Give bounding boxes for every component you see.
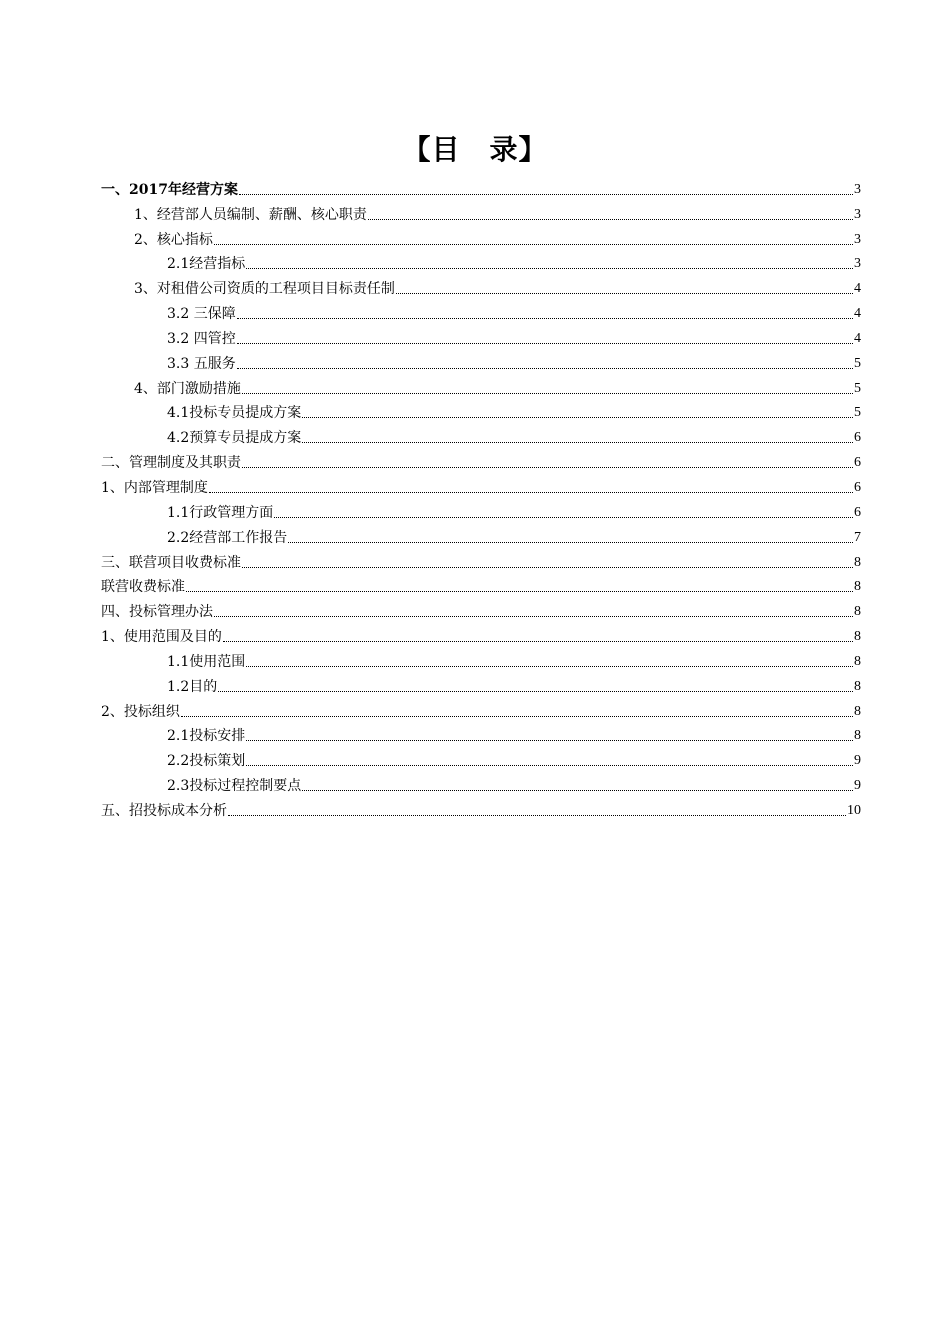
toc-page-number: 10 — [847, 802, 861, 818]
toc-entry[interactable] — [101, 175, 861, 200]
toc-entry-text: 1、使用范围及目的 — [101, 629, 222, 646]
toc-dot-leader — [396, 292, 853, 294]
toc-entry[interactable] — [101, 548, 861, 573]
toc-page-number: 8 — [854, 554, 861, 570]
toc-entry[interactable] — [101, 448, 861, 473]
toc-entry[interactable] — [101, 274, 861, 299]
toc-entry[interactable] — [101, 250, 861, 275]
toc-page-number: 6 — [854, 430, 861, 446]
toc-entry[interactable] — [101, 324, 861, 349]
toc-page-number: 4 — [854, 330, 861, 346]
toc-entry-text: 2.2经营部工作报告 — [167, 529, 288, 546]
toc-page-number: 8 — [854, 604, 861, 620]
toc-entry-text: 2.1投标安排 — [167, 728, 246, 745]
toc-entry-text: 1、内部管理制度 — [101, 479, 208, 496]
toc-dot-leader — [288, 541, 853, 543]
toc-page-number: 5 — [854, 355, 861, 371]
toc-dot-leader — [237, 317, 853, 319]
toc-entry[interactable] — [101, 796, 861, 821]
toc-page-number: 5 — [854, 405, 861, 421]
toc-dot-leader — [246, 665, 853, 667]
toc-entry-text: 3.2 四管控 — [167, 330, 236, 347]
toc-entry[interactable] — [101, 573, 861, 598]
toc-dot-leader — [246, 739, 853, 741]
toc-title: 【目 录】 — [402, 133, 548, 166]
toc-dot-leader — [237, 367, 853, 369]
toc-entry-text: 1、经营部人员编制、薪酬、核心职责 — [134, 206, 367, 223]
toc-dot-leader — [239, 193, 853, 195]
toc-dot-leader — [181, 715, 853, 717]
toc-entry[interactable] — [101, 722, 861, 747]
toc-dot-leader — [242, 392, 853, 394]
toc-entry[interactable] — [101, 647, 861, 672]
toc-entry-text: 4.2预算专员提成方案 — [167, 430, 302, 447]
toc-entry[interactable] — [101, 399, 861, 424]
toc-entry[interactable] — [101, 597, 861, 622]
toc-entry-text: 联营收费标准 — [101, 579, 185, 596]
toc-dot-leader — [246, 267, 853, 269]
toc-entry[interactable] — [101, 498, 861, 523]
toc-list — [101, 175, 861, 821]
toc-dot-leader — [302, 789, 853, 791]
toc-page-number: 8 — [854, 653, 861, 669]
toc-dot-leader — [209, 491, 853, 493]
toc-entry-text: 4.1投标专员提成方案 — [167, 405, 302, 422]
toc-dot-leader — [302, 416, 853, 418]
toc-page-number: 8 — [854, 728, 861, 744]
toc-entry-text: 2.2投标策划 — [167, 753, 246, 770]
toc-entry-text: 二、管理制度及其职责 — [101, 455, 241, 472]
toc-page-number: 6 — [854, 455, 861, 471]
toc-dot-leader — [274, 516, 853, 518]
toc-page-number: 3 — [854, 256, 861, 272]
toc-dot-leader — [186, 590, 853, 592]
toc-dot-leader — [302, 441, 853, 443]
toc-dot-leader — [214, 243, 853, 245]
toc-entry-text: 3.3 五服务 — [167, 355, 236, 372]
toc-dot-leader — [246, 764, 853, 766]
toc-entry-text: 3、对租借公司资质的工程项目目标责任制 — [134, 281, 395, 298]
toc-page-number: 3 — [854, 231, 861, 247]
toc-dot-leader — [228, 814, 846, 816]
toc-entry[interactable] — [101, 423, 861, 448]
toc-entry[interactable] — [101, 672, 861, 697]
toc-entry-text: 五、招投标成本分析 — [101, 802, 227, 819]
toc-entry-text: 1.1使用范围 — [167, 653, 246, 670]
toc-dot-leader — [214, 615, 853, 617]
toc-page-number: 3 — [854, 206, 861, 222]
toc-page-number: 3 — [854, 181, 861, 197]
toc-page-number: 8 — [854, 678, 861, 694]
toc-page-number: 9 — [854, 753, 861, 769]
toc-entry[interactable] — [101, 225, 861, 250]
toc-entry-text: 2.3投标过程控制要点 — [167, 778, 302, 795]
toc-entry-text: 3.2 三保障 — [167, 306, 236, 323]
toc-dot-leader — [242, 566, 853, 568]
toc-page-number: 9 — [854, 778, 861, 794]
toc-entry-text: 2.1经营指标 — [167, 256, 246, 273]
toc-page-number: 7 — [854, 529, 861, 545]
toc-dot-leader — [368, 218, 853, 220]
toc-entry[interactable] — [101, 622, 861, 647]
toc-entry[interactable] — [101, 473, 861, 498]
toc-entry[interactable] — [101, 374, 861, 399]
toc-entry-text: 四、投标管理办法 — [101, 604, 213, 621]
toc-entry[interactable] — [101, 200, 861, 225]
toc-page-number: 8 — [854, 703, 861, 719]
toc-entry-text: 2、投标组织 — [101, 703, 180, 720]
toc-entry-text: 三、联营项目收费标准 — [101, 554, 241, 571]
toc-page-number: 6 — [854, 504, 861, 520]
toc-page-number: 4 — [854, 281, 861, 297]
toc-entry[interactable] — [101, 771, 861, 796]
toc-page-number: 8 — [854, 579, 861, 595]
toc-entry[interactable] — [101, 523, 861, 548]
toc-entry-text: 2、核心指标 — [134, 231, 213, 248]
toc-dot-leader — [242, 466, 853, 468]
toc-dot-leader — [237, 342, 853, 344]
toc-entry[interactable] — [101, 299, 861, 324]
toc-entry-text: 4、部门激励措施 — [134, 380, 241, 397]
toc-page-number: 5 — [854, 380, 861, 396]
toc-dot-leader — [218, 690, 853, 692]
toc-entry-text: 1.2目的 — [167, 678, 218, 695]
toc-entry[interactable] — [101, 697, 861, 722]
toc-entry[interactable] — [101, 746, 861, 771]
toc-dot-leader — [223, 640, 853, 642]
toc-page-number: 6 — [854, 479, 861, 495]
toc-entry[interactable] — [101, 349, 861, 374]
toc-page-number: 4 — [854, 306, 861, 322]
toc-entry-text: 1.1行政管理方面 — [167, 504, 274, 521]
toc-page-number: 8 — [854, 629, 861, 645]
toc-entry-text: 一、2017年经营方案 — [101, 181, 238, 198]
